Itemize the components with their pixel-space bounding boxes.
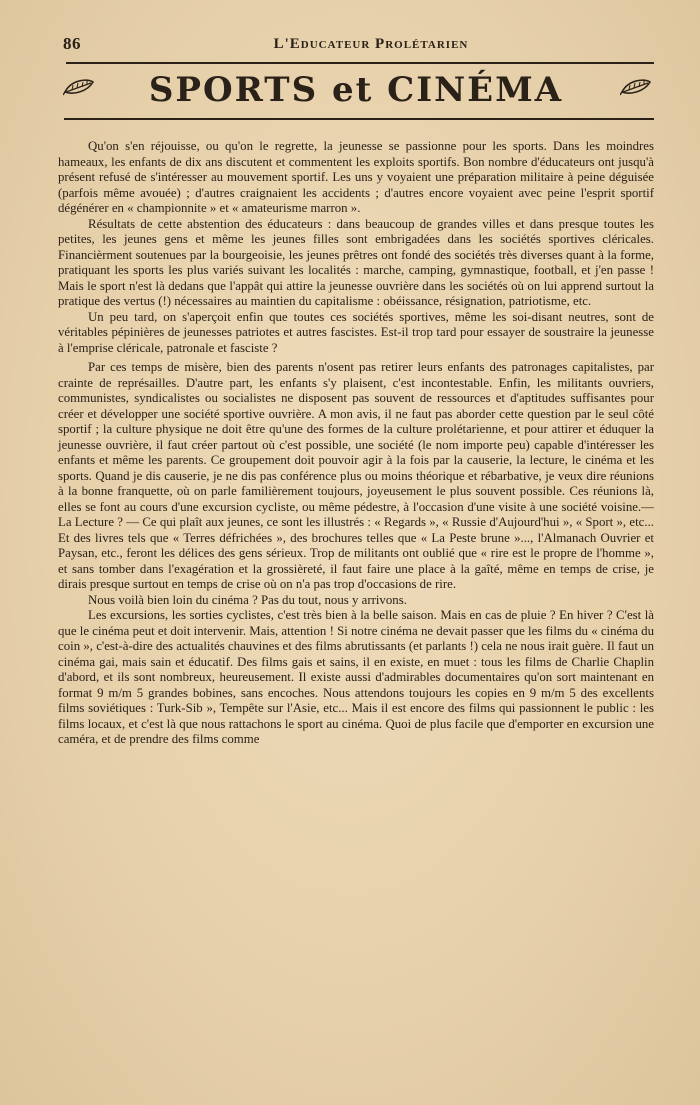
title-row: [58, 66, 654, 118]
title-rule: [64, 118, 654, 120]
paragraph: Les excursions, les sorties cyclistes, c'est très bien à la belle saison. Mais en cas de pluie ? En hiver ? C'est là que le cinéma peut et doit intervenir. Mais, attention ! Si notre cinéma ne devait passer que les films du « cinéma du coin », c'est-à-dire des actualités chauvines et des films abrutissants (et parlants !) cela ne nous irait guère. Il faut un cinéma gai, mais sain et éducatif. Des films gais et sains, il en existe, en muet : tous les films de Charlie Chaplin d'abord, et ils sont nombreux, heureusement. Il existe aussi d'admirables documentaires qu'on sort maintenant en format 9 m/m 5 grandes bobines, sans encoches. Nous attendons toujours les copies en 9 m/m 5 des excellents films soviétiques : Turk-Sib », Tempête sur l'Asie, etc... Mais il est encore des films qui passionnent le public : les films locaux, et c'est là que nous rattachons le sport au cinéma. Quoi de plus facile que d'emporter en excursion une caméra, et de prendre des films comme: [58, 608, 654, 746]
leaf-ornament-icon: [620, 78, 652, 96]
page-number: 86: [63, 34, 81, 53]
paragraph: Qu'on s'en réjouisse, ou qu'on le regrette, la jeunesse se passionne pour les sports. Dans les moindres hameaux, les enfants de dix ans discutent et commentent les exploits sportifs. Bon nombre d'éducateurs ont jusqu'à présent refusé de s'intéresser au mouvement sportif. Les uns y voyaient une préparation militaire à peine déguisée (parfois même avouée) ; d'autres craignaient les accidents ; d'autres encore voyaient avec peine l'esprit sportif dégénérer en « championnite » et « amateurisme marron ».: [58, 139, 654, 215]
article-title: SPORTS et CINÉMA: [148, 70, 564, 110]
paragraph: Nous voilà bien loin du cinéma ? Pas du tout, nous y arrivons.: [88, 592, 407, 607]
article-body: [58, 139, 654, 748]
paragraph: Par ces temps de misère, bien des parents n'osent pas retirer leurs enfants des patronages capitalistes, par crainte de représailles. D'autre part, les enfants s'y plaisent, c'est incontestable. Enfin, les militants ouvriers, communistes, syndicalistes ou socialistes ne disposent pas souvent de ressources et d'aptitudes suffisantes pour créer et développer une société sportive ouvrière. A mon avis, il ne faut pas aborder cette question par le seul côté sportif ; la culture physique ne doit être qu'une des formes de la culture prolétarienne, et pour attirer et éduquer la jeunesse ouvrière, il faut créer partout où c'est possible, une société (le nom importe peu) capable d'intéresser les enfants et même les parents. Ce groupement doit pouvoir agir à la fois par la causerie, la lecture, le cinéma et les sports. Quand je dis causerie, je ne dis pas conférence plus ou moins théorique et rébarbative, je veux dire réunions à la bonne franquette, où on parle familièrement toujours, joyeusement le plus souvent possible. Ces réunions là, elles se font au cours d'une excursion cycliste, ou même pédestre, à l'occasion d'une visite à une société voisine.— La Lecture ? — Ce qui plaît aux jeunes, ce sont les illustrés : « Regards », « Russie d'Aujourd'hui », « Sport », etc... Et des livres tels que « Terres défrichées », des brochures telles que « La Peste brune »..., l'Almanach Ouvrier et Paysan, etc., feront les délices des gens sérieux. Trop de militants ont oublié que « rire est le propre de l'homme », et sans tomber dans l'exagération et la grossièreté, il faut faire une place à la gaîté, même en temps de crise, je dirais presque surtout en temps de crise où on n'a pas trop d'occasions de rire.: [58, 360, 654, 591]
paragraph: Un peu tard, on s'aperçoit enfin que toutes ces sociétés sportives, même les soi-disant neutres, sont de véritables pépinières de jeunesses patriotes et autres fascistes. Est-il trop tard pour essayer de soustraire la jeunesse à l'emprise cléricale, patronale et fasciste ?: [58, 309, 654, 355]
journal-title: L'Educateur Prolétarien: [273, 36, 469, 52]
running-header: [58, 28, 654, 52]
header-rule: [66, 62, 654, 64]
paragraph: Résultats de cette abstention des éducateurs : dans beaucoup de grandes villes et dans presque toutes les petites, les jeunes gens et même les jeunes filles sont embrigadées dans les sociétés sportives cléricales. Financièrment soutenues par la bourgeoisie, les jeunes prêtres ont fondé des sociétés très diverses quant à la forme, pratiquant les sports les plus variés suivant les localités : marche, camping, gymnastique, football, et j'en passe ! Mais le sport n'est là dedans que l'appât qui attire la jeunesse ouvrière dans les sociétés où on lui apprend surtout la pratique des vertus (!) nécessaires au maintien du capitalisme : obéissance, résignation, patriotisme, etc.: [58, 216, 654, 308]
page: [58, 28, 654, 748]
